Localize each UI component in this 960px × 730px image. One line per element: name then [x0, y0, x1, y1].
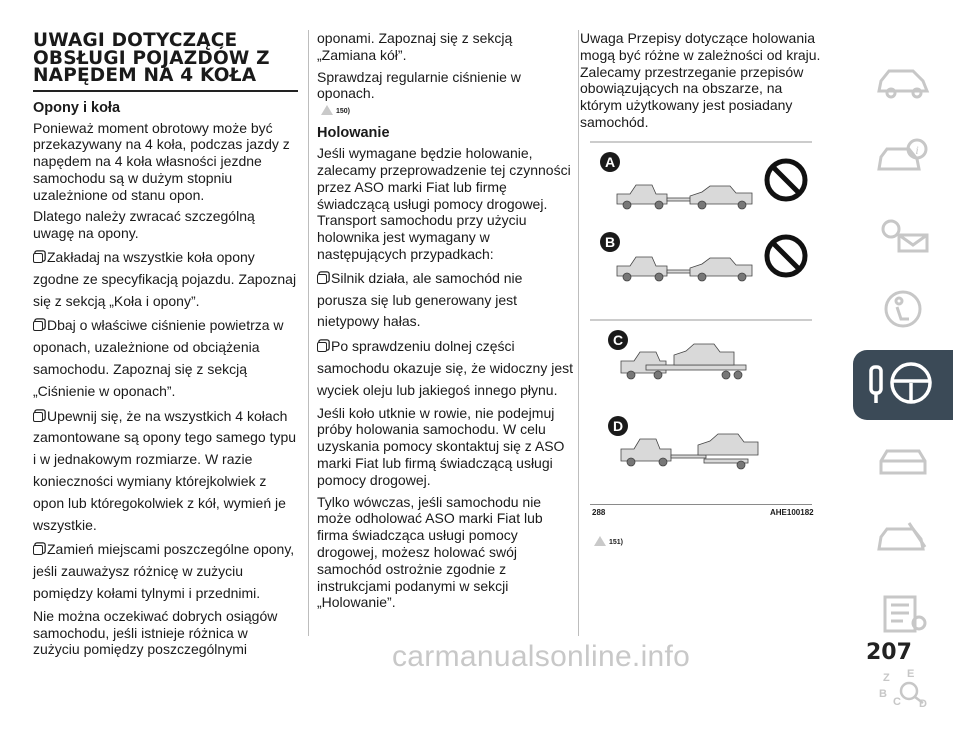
- figure-panel-b: [600, 232, 805, 281]
- paragraph: Sprawdzaj regularnie ciśnienie w oponach.: [317, 68, 521, 102]
- bullet-icon: [33, 545, 43, 555]
- label-c: C: [612, 332, 624, 348]
- bullet-item: Silnik działa, ale samochód nie porusza się lub generowany jest nietypowy hałas.: [317, 269, 523, 330]
- warning-note-151[interactable]: 151): [590, 536, 623, 546]
- warning-note-150[interactable]: 150): [317, 105, 575, 115]
- chapter-tab-starting-driving[interactable]: [853, 350, 953, 420]
- chapter-tab-warnings[interactable]: [853, 198, 953, 268]
- paragraph: Tylko wówczas, jeśli samochodu nie może odholować ASO marki Fiat lub firma świadcząca usługi pomocy drogowej, możesz holować swój samochód ostrożnie zgodnie z instrukcjami podanymi w sekcji „Holowanie”.: [317, 493, 543, 611]
- chapter-tab-maintenance[interactable]: [853, 502, 953, 572]
- figure-panel-c: [608, 330, 746, 379]
- svg-text:C: C: [893, 696, 901, 708]
- column-3: [578, 30, 822, 136]
- figure-reference-number: 288: [592, 508, 606, 517]
- chapter-tab-emergency[interactable]: [853, 426, 953, 496]
- wrench-car-icon: [873, 517, 933, 557]
- paragraph: Dlatego należy zwracać szczególną uwagę na opony.: [33, 208, 255, 242]
- chapter-tab-technical-data[interactable]: [853, 578, 953, 648]
- chapter-sidebar: [853, 46, 955, 730]
- chapter-tab-info[interactable]: [853, 122, 953, 192]
- paragraph: Nie można oczekiwać dobrych osiągów samochodu, jeśli istnieje różnica w zużyciu pomiędzy poszczególnymi: [33, 607, 278, 658]
- car-info-icon: [873, 137, 933, 177]
- alphabet-index-icon: [873, 667, 933, 711]
- label-d: D: [612, 418, 624, 434]
- svg-text:i: i: [915, 143, 919, 157]
- bullet-icon: [317, 342, 327, 352]
- warning-triangle-icon: [594, 536, 606, 546]
- bullet-icon: [33, 412, 43, 422]
- figure-bottom-rule: [590, 504, 812, 505]
- page-number: 207: [866, 640, 912, 665]
- column-2: [317, 30, 575, 616]
- column-1: [33, 30, 298, 663]
- bullet-icon: [317, 274, 327, 284]
- bullet-icon: [33, 321, 43, 331]
- paragraph: Jeśli wymagane będzie holowanie, zalecamy przeprowadzenie tej czynności przez ASO marki Fiat lub firmę świadczącą usługi pomocy drogowej. Transport samochodu przy użyciu holownika jest wymagany w następujących przypadkach:: [317, 145, 571, 262]
- label-b: B: [604, 234, 616, 250]
- svg-text:D: D: [919, 698, 927, 710]
- paragraph: Ponieważ moment obrotowy może być przekazywany na 4 koła, podczas jazdy z napędem na 4 koła własności jezdne samochodu są w dużym stopniu uzależnione od stanu opon.: [33, 119, 290, 203]
- svg-text:B: B: [879, 688, 887, 700]
- svg-text:E: E: [907, 668, 915, 680]
- column-divider-1: [308, 30, 309, 636]
- paragraph: Uwaga Przepisy dotyczące holowania mogą być różne w zależności od kraju. Zalecamy przestrzeganie przepisów obowiązujących na obszarze, na którym użytkowany jest posiadany samochód.: [580, 30, 821, 130]
- bullet-item: Dbaj o właściwe ciśnienie powietrza w oponach, uzależnione od obciążenia samochodu. Zapoznaj się z sekcją „Ciśnienie w oponach”.: [33, 317, 284, 399]
- bullet-item: Upewnij się, że na wszystkich 4 kołach zamontowane są opony tego samego typu i w jednakowym rozmiarze. W razie konieczności wymiany którejkolwiek z opon lub któregokolwiek z kół, wymień je wszystkie.: [33, 407, 297, 533]
- bullet-item: Zakładaj na wszystkie koła opony zgodne ze specyfikacją pojazdu. Zapoznaj się z sekcją „Koła i opony”.: [33, 249, 297, 309]
- prohibited-icon: [767, 237, 805, 275]
- figure-panel-a: [600, 152, 805, 209]
- airbag-person-icon: [873, 289, 933, 329]
- warning-lights-icon: [873, 213, 933, 253]
- chapter-tab-dashboard[interactable]: [853, 46, 953, 116]
- watermark: carmanualsonline.info: [392, 640, 691, 673]
- bullet-item: Po sprawdzeniu dolnej części samochodu okazuje się, że widoczny jest wyciek oleju lub jakiegoś innego płynu.: [317, 338, 574, 398]
- title-rule: [33, 90, 298, 92]
- chapter-tab-safety[interactable]: [853, 274, 953, 344]
- paragraph: Jeśli koło utknie w rowie, nie podejmuj próby holowania samochodu. W celu uzyskania pomocy skontaktuj się z ASO marki Fiat lub firmą świadczącą usługi pomocy drogowej.: [317, 404, 565, 488]
- car-front-icon: [873, 441, 933, 481]
- heading-towing: Holowanie: [317, 125, 390, 142]
- warning-triangle-icon: [321, 105, 333, 115]
- towing-methods-figure: [590, 140, 812, 514]
- prohibited-icon: [767, 161, 805, 199]
- svg-text:Z: Z: [883, 672, 890, 684]
- car-dashboard-icon: [873, 61, 933, 101]
- settings-list-icon: [873, 593, 933, 633]
- figure-code: AHE100182: [770, 508, 814, 517]
- paragraph: oponami. Zapoznaj się z sekcją „Zamiana kół”.: [317, 30, 513, 63]
- bullet-icon: [33, 253, 43, 263]
- figure-panel-d: [608, 416, 758, 469]
- bullet-item: Zamień miejscami poszczególne opony, jeśli zauważysz różnicę w zużyciu pomiędzy kołami tylnymi i przednimi.: [33, 541, 295, 602]
- section-title: UWAGI DOTYCZĄCE OBSŁUGI POJAZDÓW Z NAPĘDEM NA 4 KOŁA: [33, 30, 270, 86]
- steering-wheel-key-icon: [863, 355, 943, 415]
- label-a: A: [604, 154, 616, 170]
- heading-tyres: Opony i koła: [33, 99, 121, 116]
